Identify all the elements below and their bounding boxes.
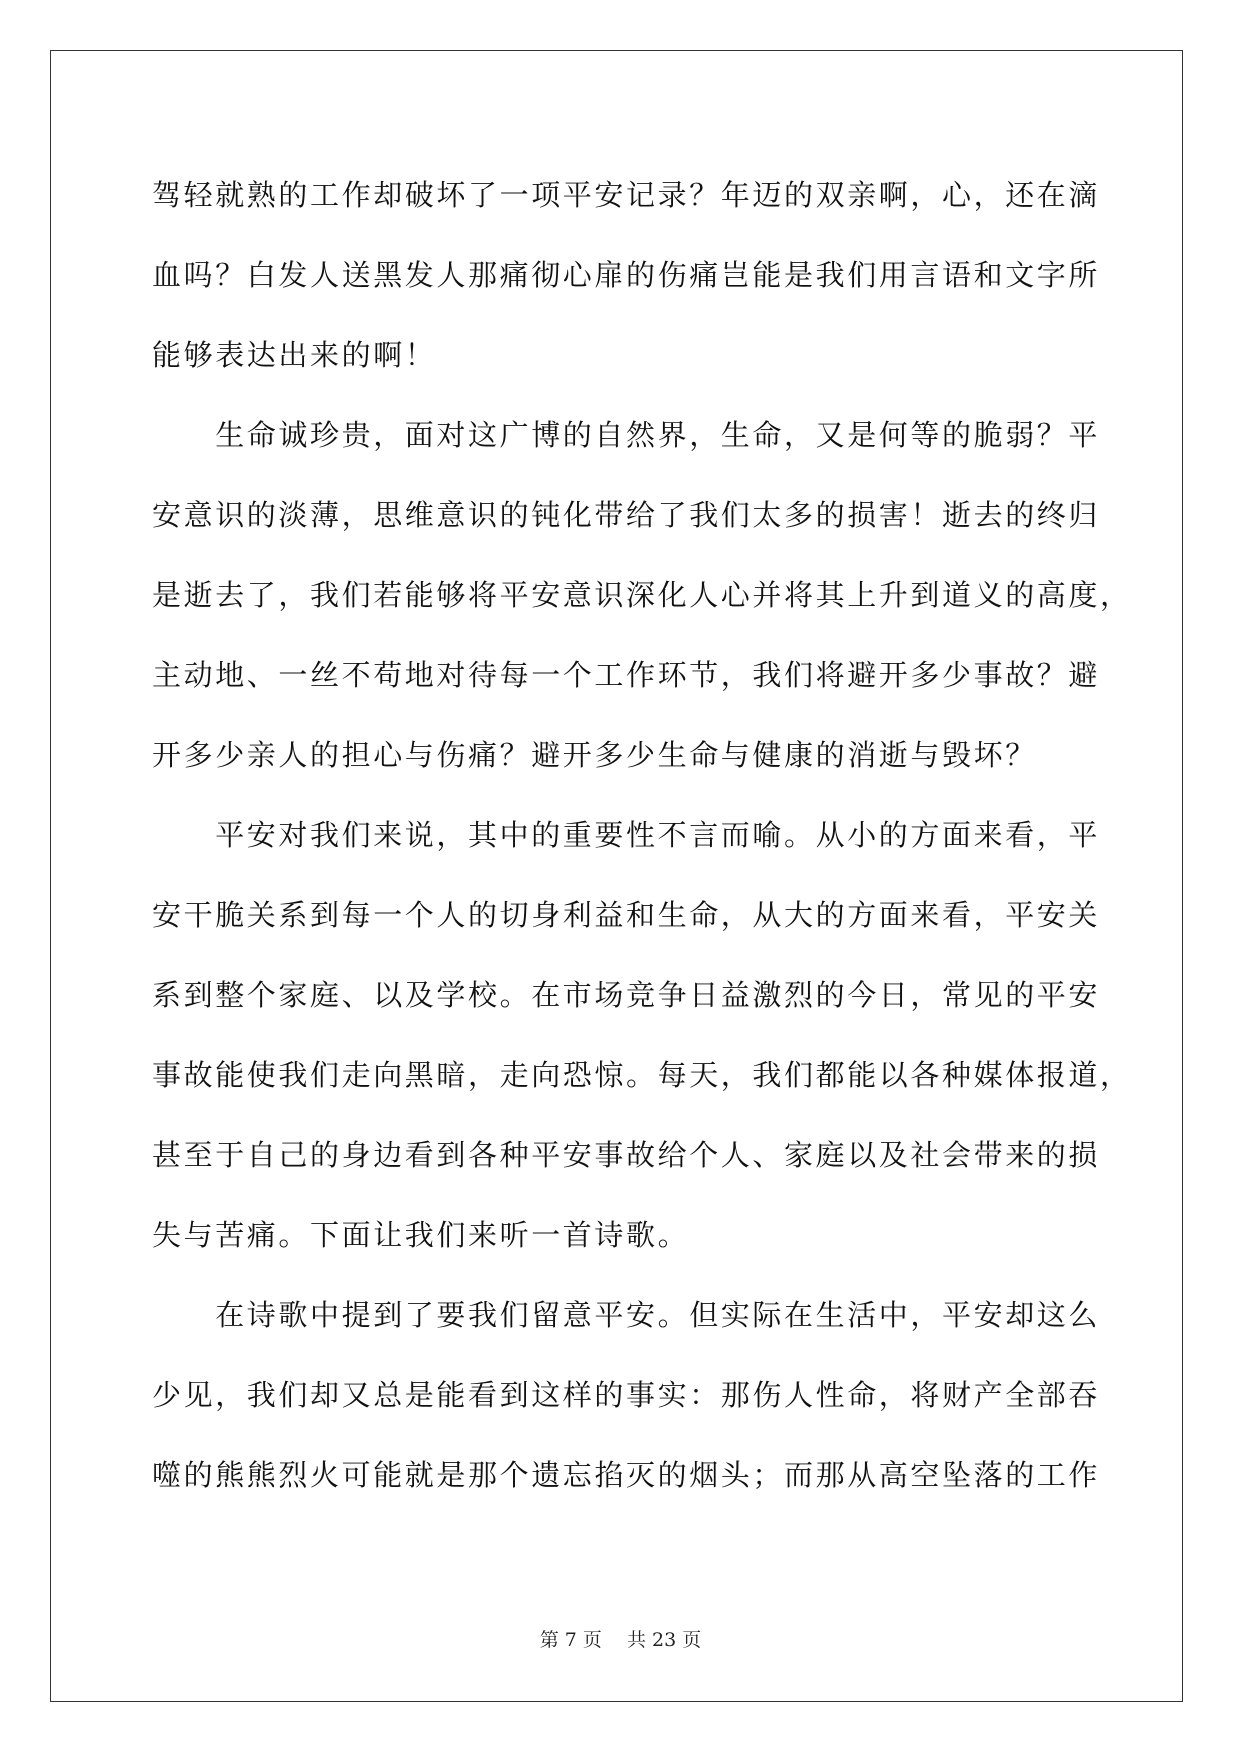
document-body bbox=[152, 155, 1132, 1515]
text-line: 驾轻就熟的工作却破坏了一项平安记录？年迈的双亲啊，心，还在滴 bbox=[152, 178, 1101, 212]
text-line: 甚至于自己的身边看到各种平安事故给个人、家庭以及社会带来的损 bbox=[152, 1138, 1101, 1172]
text-line: 是逝去了，我们若能够将平安意识深化人心并将其上升到道义的高度， bbox=[152, 578, 1132, 612]
text-line: 系到整个家庭、以及学校。在市场竞争日益激烈的今日，常见的平安 bbox=[152, 978, 1101, 1012]
text-line: 少见，我们却又总是能看到这样的事实：那伤人性命，将财产全部吞 bbox=[152, 1378, 1101, 1412]
page-number-footer: 第 7 页 共 23 页 bbox=[539, 1629, 702, 1651]
text-line: 事故能使我们走向黑暗，走向恐惊。每天，我们都能以各种媒体报道， bbox=[152, 1058, 1132, 1092]
text-line: 生命诚珍贵，面对这广博的自然界，生命，又是何等的脆弱？平 bbox=[152, 418, 1101, 452]
text-line: 开多少亲人的担心与伤痛？避开多少生命与健康的消逝与毁坏？ bbox=[152, 738, 1037, 772]
text-line: 噬的熊熊烈火可能就是那个遗忘掐灭的烟头；而那从高空坠落的工作 bbox=[152, 1458, 1101, 1492]
text-line: 血吗？白发人送黑发人那痛彻心扉的伤痛岂能是我们用言语和文字所 bbox=[152, 258, 1101, 292]
text-line: 在诗歌中提到了要我们留意平安。但实际在生活中，平安却这么 bbox=[152, 1298, 1101, 1332]
text-line: 安意识的淡薄，思维意识的钝化带给了我们太多的损害！逝去的终归 bbox=[152, 498, 1101, 532]
text-line: 失与苦痛。下面让我们来听一首诗歌。 bbox=[152, 1218, 690, 1252]
text-line: 平安对我们来说，其中的重要性不言而喻。从小的方面来看，平 bbox=[152, 818, 1101, 852]
text-line: 安干脆关系到每一个人的切身利益和生命，从大的方面来看，平安关 bbox=[152, 898, 1101, 932]
text-line: 主动地、一丝不苟地对待每一个工作环节，我们将避开多少事故？避 bbox=[152, 658, 1101, 692]
text-line: 能够表达出来的啊！ bbox=[152, 338, 437, 372]
